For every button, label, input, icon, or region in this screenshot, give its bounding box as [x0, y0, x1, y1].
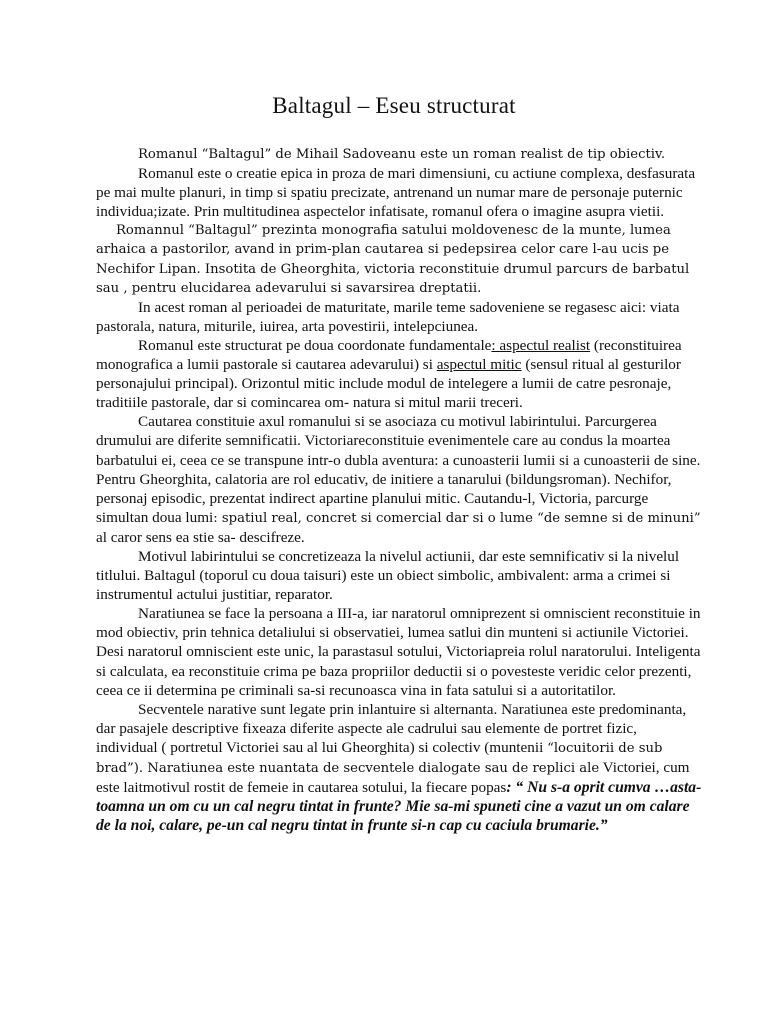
leitmotif-quote: : “ Nu s-a oprit cumva …asta-toamna un om cu un cal negru tintat in frunte? Mie sa-mi spuneti cine a vazut un om calare de la noi, calare, pe-un cal negru tintat in frunte si-n cap cu caciula brumarie.”: [96, 779, 702, 835]
structure-text-c: (sensul ritual al gesturilor personajului principal). Orizontul mitic include modul de intelegere a lumii de catre pesronaje, traditiile pastorale, dar si comincarea om- natura si mitul marii treceri.: [96, 356, 681, 412]
search-text-a: Cautarea constituie axul romanului si se asociaza cu motivul labirintului. Parcurgerea drumului are diferite semnificatii. Victoriareconstituie evenimentele care au condus la moartea barbatului ei, ceea ce se transpune intr-o dubla aventura: a cunoasterii lumii si a cunoasterii de sine. Pentru Gheorghita, calatoria are rol educativ, de initiere a tanarului (bildungsroman). Nechifor, personaj episodic, prezentat indirect apartine planului mitic. Cautandu-l, Victoria, parcurge simultan doua lumi: [96, 413, 701, 526]
paragraph-intro: Romanul “Baltagul” de Mihail Sadoveanu este un roman realist de tip obiectiv.: [138, 147, 666, 162]
paragraph-monography: [96, 221, 702, 297]
aspect-realist-underlined: : aspectul realist: [491, 336, 591, 354]
paragraph-themes: In acest roman al perioadei de maturitate, marile teme sadoveniene se regasesc aici: viata pastorala, natura, miturile, iuirea, arta povestirii, intelepciunea.: [96, 298, 680, 335]
paragraph-epic-creation: Romanul este o creatie epica in proza de mari dimensiuni, cu actiune complexa, desfasurata pe mai multe planuri, in timp si spatiu precizate, antrenand un numar mare de personaje puternic individua;izate. Prin multitudinea aspectelor infatisate, romanul ofera o imagine asupra vietii.: [96, 165, 696, 221]
search-text-c: al caror sens ea stie sa- descifreze.: [96, 528, 305, 546]
document-title: Baltagul – Eseu structurat: [272, 93, 516, 118]
paragraph-labyrinth: Motivul labirintului se concretizeaza la nivelul actiunii, dar este semnificativ si la nivelul titlului. Baltagul (toporul cu doua taisuri) este un obiect simbolic, ambivalent: arma a crimei si instrumentul actului justitiar, reparator.: [96, 547, 680, 604]
paragraph-sequences: [96, 700, 702, 836]
sequences-text-b: “locuitorii de sub brad”). Naratiunea este nuantata de secventele dialogate sau de replici ale: [96, 740, 663, 776]
document-body: [96, 145, 702, 835]
search-text-b: : spatiul real, concret si comercial dar si o lume “de semne si de minuni”: [213, 510, 701, 526]
sequences-text-a: Secventele narative sunt legate prin inlantuire si alternanta. Naratiunea este predominanta, dar pasajele descriptive fixeaza diferite aspecte ale cadrului sau elemente de portret fizic, individual ( portretul Victoriei sau al lui Gheorghita) si colectiv (muntenii: [96, 700, 687, 756]
paragraph-structure: [96, 336, 702, 412]
aspect-mitic-underlined: aspectul mitic: [436, 356, 522, 374]
structure-text-b: (reconstituirea monografica a lumii pastorale si cautarea adevarului) si: [96, 336, 682, 374]
structure-text-a: Romanul este structurat pe doua coordonate fundamentale: [138, 336, 492, 354]
paragraph-monography-text: Romannul “Baltagul” prezinta monografia satului moldovenesc de la munte, lumea arhaica a pastorilor, avand in prim-plan cautarea si pedepsirea celor care l-au ucis pe Nechifor Lipan. Insotita de Gheorghita, victoria reconstituie drumul parcurs de barbatul sau , pentru elucidarea adevarului si savarsirea dreptatii.: [96, 223, 690, 296]
sequences-text-c: Victoriei, cum este laitmotivul rostit de femeie in cautarea sotului, la fiecare popas: [96, 759, 690, 797]
paragraph-search: [96, 412, 702, 547]
paragraph-narration: Naratiunea se face la persoana a III-a, iar naratorul omniprezent si omniscient reconstituie in mod obiectiv, prin tehnica detaliului si observatiei, lumea satlui din munteni si actiunile Victoriei. Desi naratorul omniscient este unic, la parastasul sotului, Victoriapreia rolul naratorului. Inteligenta si calculata, ea reconstituie crima pe baza propriilor deductii si o povesteste veridic celor prezenti, ceea ce ii determina pe criminali sa-si recunoasca vina in fata satului si a autoritatilor.: [96, 605, 701, 699]
